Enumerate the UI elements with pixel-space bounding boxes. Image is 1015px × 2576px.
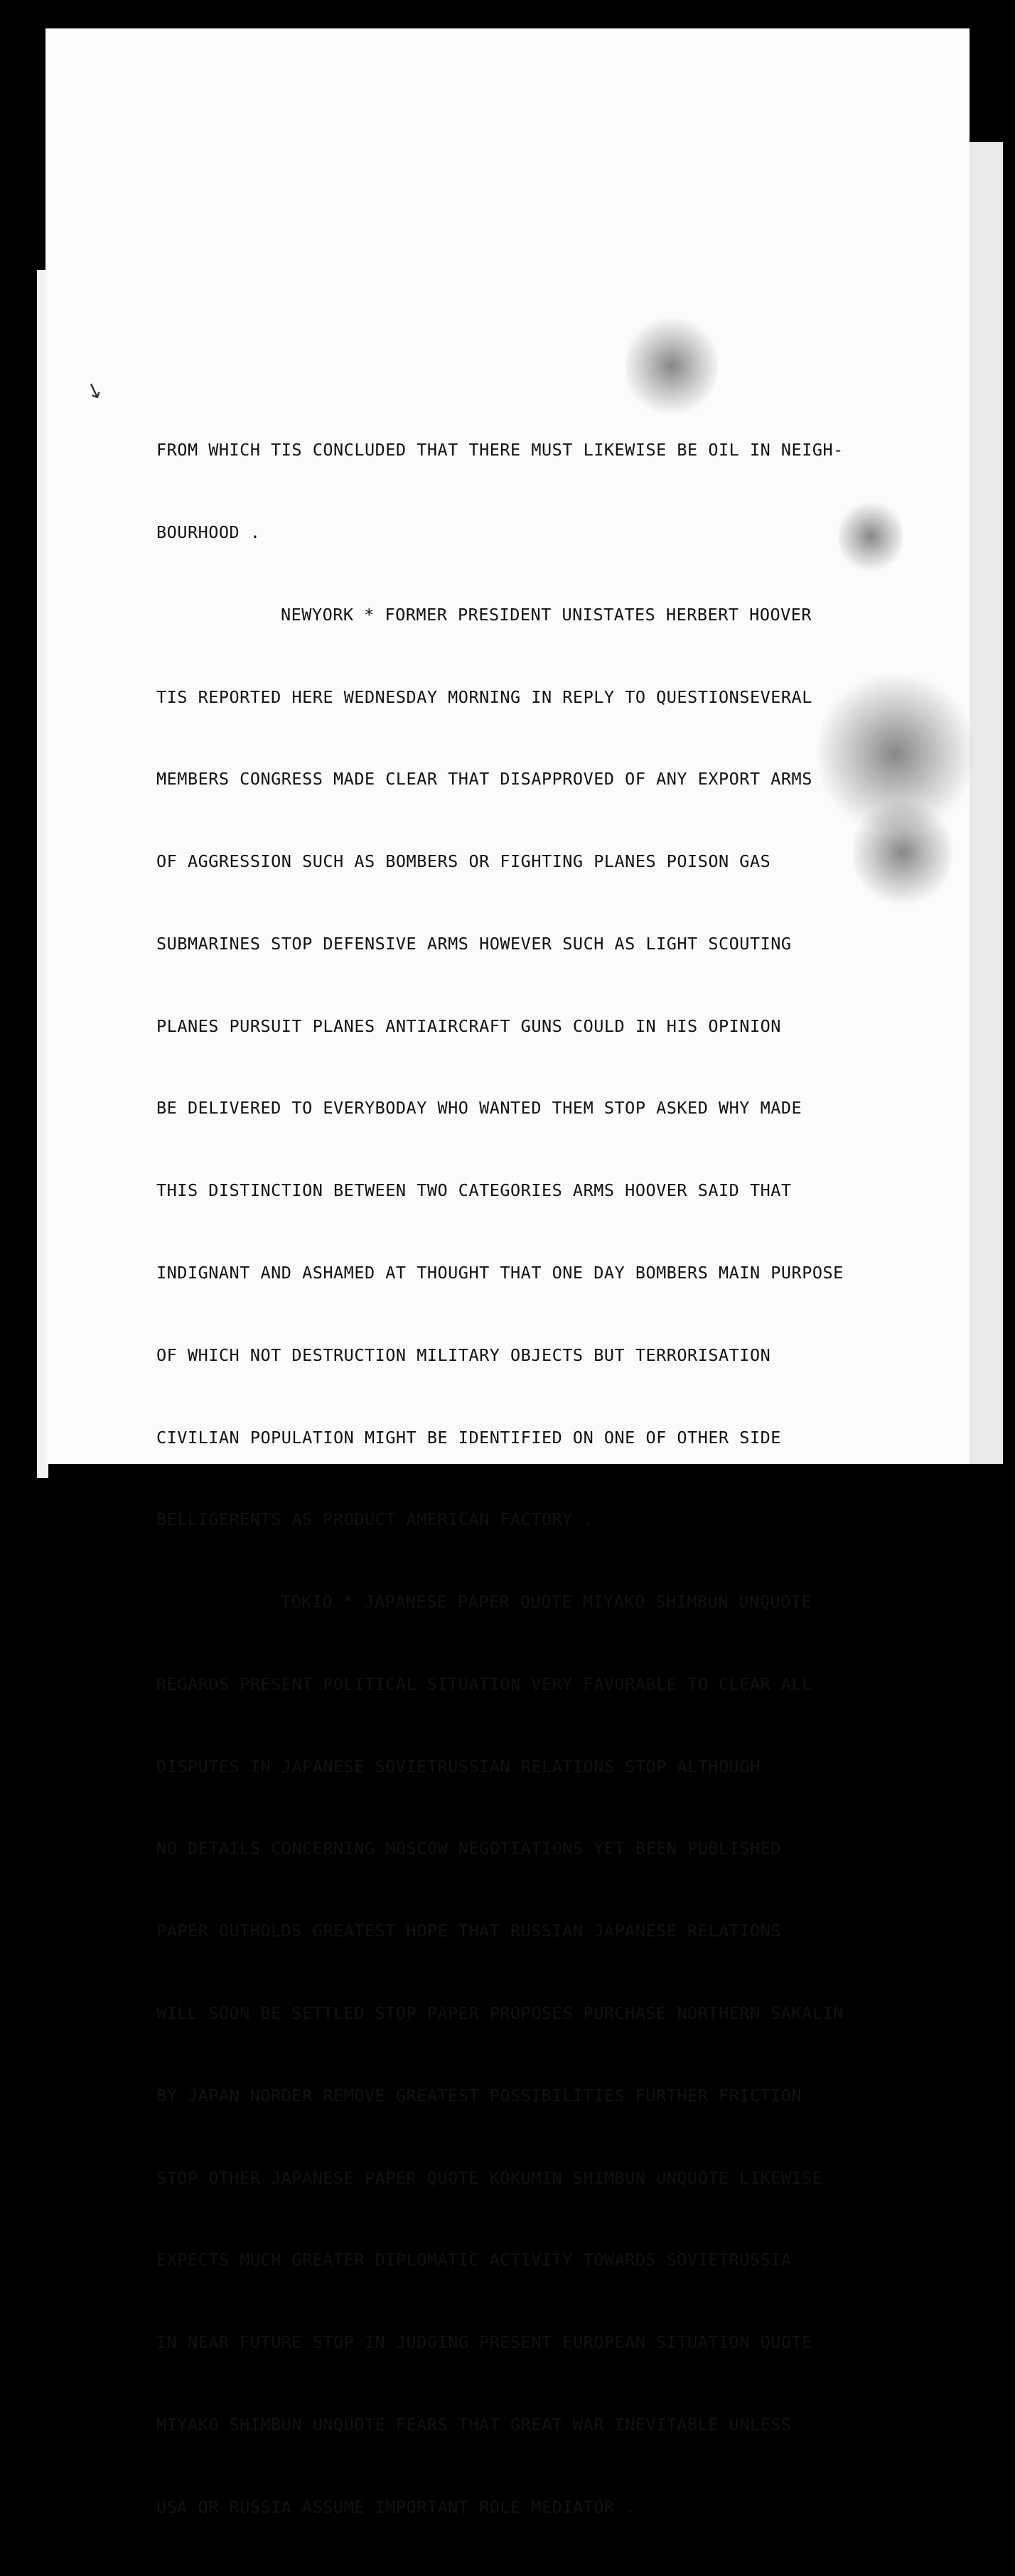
text-line: MEMBERS CONGRESS MADE CLEAR THAT DISAPPROVED OF ANY EXPORT ARMS (156, 769, 812, 789)
text-line: BE DELIVERED TO EVERYBODAY WHO WANTED THEM STOP ASKED WHY MADE (156, 1098, 802, 1119)
text-line: IN NEAR FUTURE STOP IN JUDGING PRESENT EUROPEAN SITUATION QUOTE (156, 2332, 812, 2353)
typed-text-body (156, 382, 924, 2576)
text-line: NO DETAILS CONCERNING MOSCOW NEGOTIATIONS YET BEEN PUBLISHED (156, 1838, 781, 1859)
text-line: PLANES PURSUIT PLANES ANTIAIRCRAFT GUNS COULD IN HIS OPINION (156, 1015, 781, 1036)
text-line: EXPECTS MUCH GREATER DIPLOMATIC ACTIVITY TOWARDS SOVIETRUSSIA (156, 2250, 792, 2270)
text-line: TIS REPORTED HERE WEDNESDAY MORNING IN REPLY TO QUESTIONSEVERAL (156, 686, 812, 707)
text-line: OF WHICH NOT DESTRUCTION MILITARY OBJECTS BUT TERRORISATION (156, 1344, 771, 1365)
text-line: BY JAPAN NORDER REMOVE GREATEST POSSIBILITIES FURTHER FRICTION (156, 2085, 802, 2106)
text-line: REGARDS PRESENT POLITICAL SITUATION VERY FAVORABLE TO CLEAR ALL (156, 1674, 812, 1694)
paper-edge-right (965, 142, 1003, 1464)
text-line: CIVILIAN POPULATION MIGHT BE IDENTIFIED ON ONE OF OTHER SIDE (156, 1427, 781, 1448)
text-line: SUBMARINES STOP DEFENSIVE ARMS HOWEVER SUCH AS LIGHT SCOUTING (156, 933, 792, 954)
text-line: STOP OTHER JAPANESE PAPER QUOTE KOKUMIN SHIMBUN UNQUOTE LIKEWISE (156, 2167, 823, 2188)
text-line: BELLIGERENTS AS PRODUCT AMERICAN FACTORY . (156, 1509, 594, 1530)
text-line: FROM WHICH TIS CONCLUDED THAT THERE MUST LIKEWISE BE OIL IN NEIGH- (156, 440, 844, 460)
text-line-tokio-dateline: TOKIO * JAPANESE PAPER QUOTE MIYAKO SHIMBUN UNQUOTE (281, 1592, 812, 1612)
text-line: WILL SOON BE SETTLED STOP PAPER PROPOSES PURCHASE NORTHERN SAKALIN (156, 2003, 844, 2024)
text-line: MIYAKO SHIMBUN UNQUOTE FEARS THAT GREAT WAR INEVITABLE UNLESS (156, 2414, 792, 2435)
text-line: DISPUTES IN JAPANESE SOVIETRUSSIAN RELATIONS STOP ALTHOUGH (156, 1756, 761, 1777)
text-line: PAPER OUTHOLDS GREATEST HOPE THAT RUSSIAN JAPANESE RELATIONS (156, 1921, 781, 1941)
text-line: USA OR RUSSIA ASSUME IMPORTANT ROLE MEDIATOR . (156, 2496, 635, 2517)
text-line: INDIGNANT AND ASHAMED AT THOUGHT THAT ONE DAY BOMBERS MAIN PURPOSE (156, 1263, 844, 1283)
text-line: BOURHOOD . (156, 522, 261, 542)
text-line: THIS DISTINCTION BETWEEN TWO CATEGORIES ARMS HOOVER SAID THAT (156, 1180, 792, 1201)
margin-arrow-icon: ↘ (81, 375, 107, 406)
text-line-newyork-dateline: NEWYORK * FORMER PRESIDENT UNISTATES HERBERT HOOVER (281, 604, 812, 625)
text-line: OF AGGRESSION SUCH AS BOMBERS OR FIGHTING PLANES POISON GAS (156, 851, 771, 872)
